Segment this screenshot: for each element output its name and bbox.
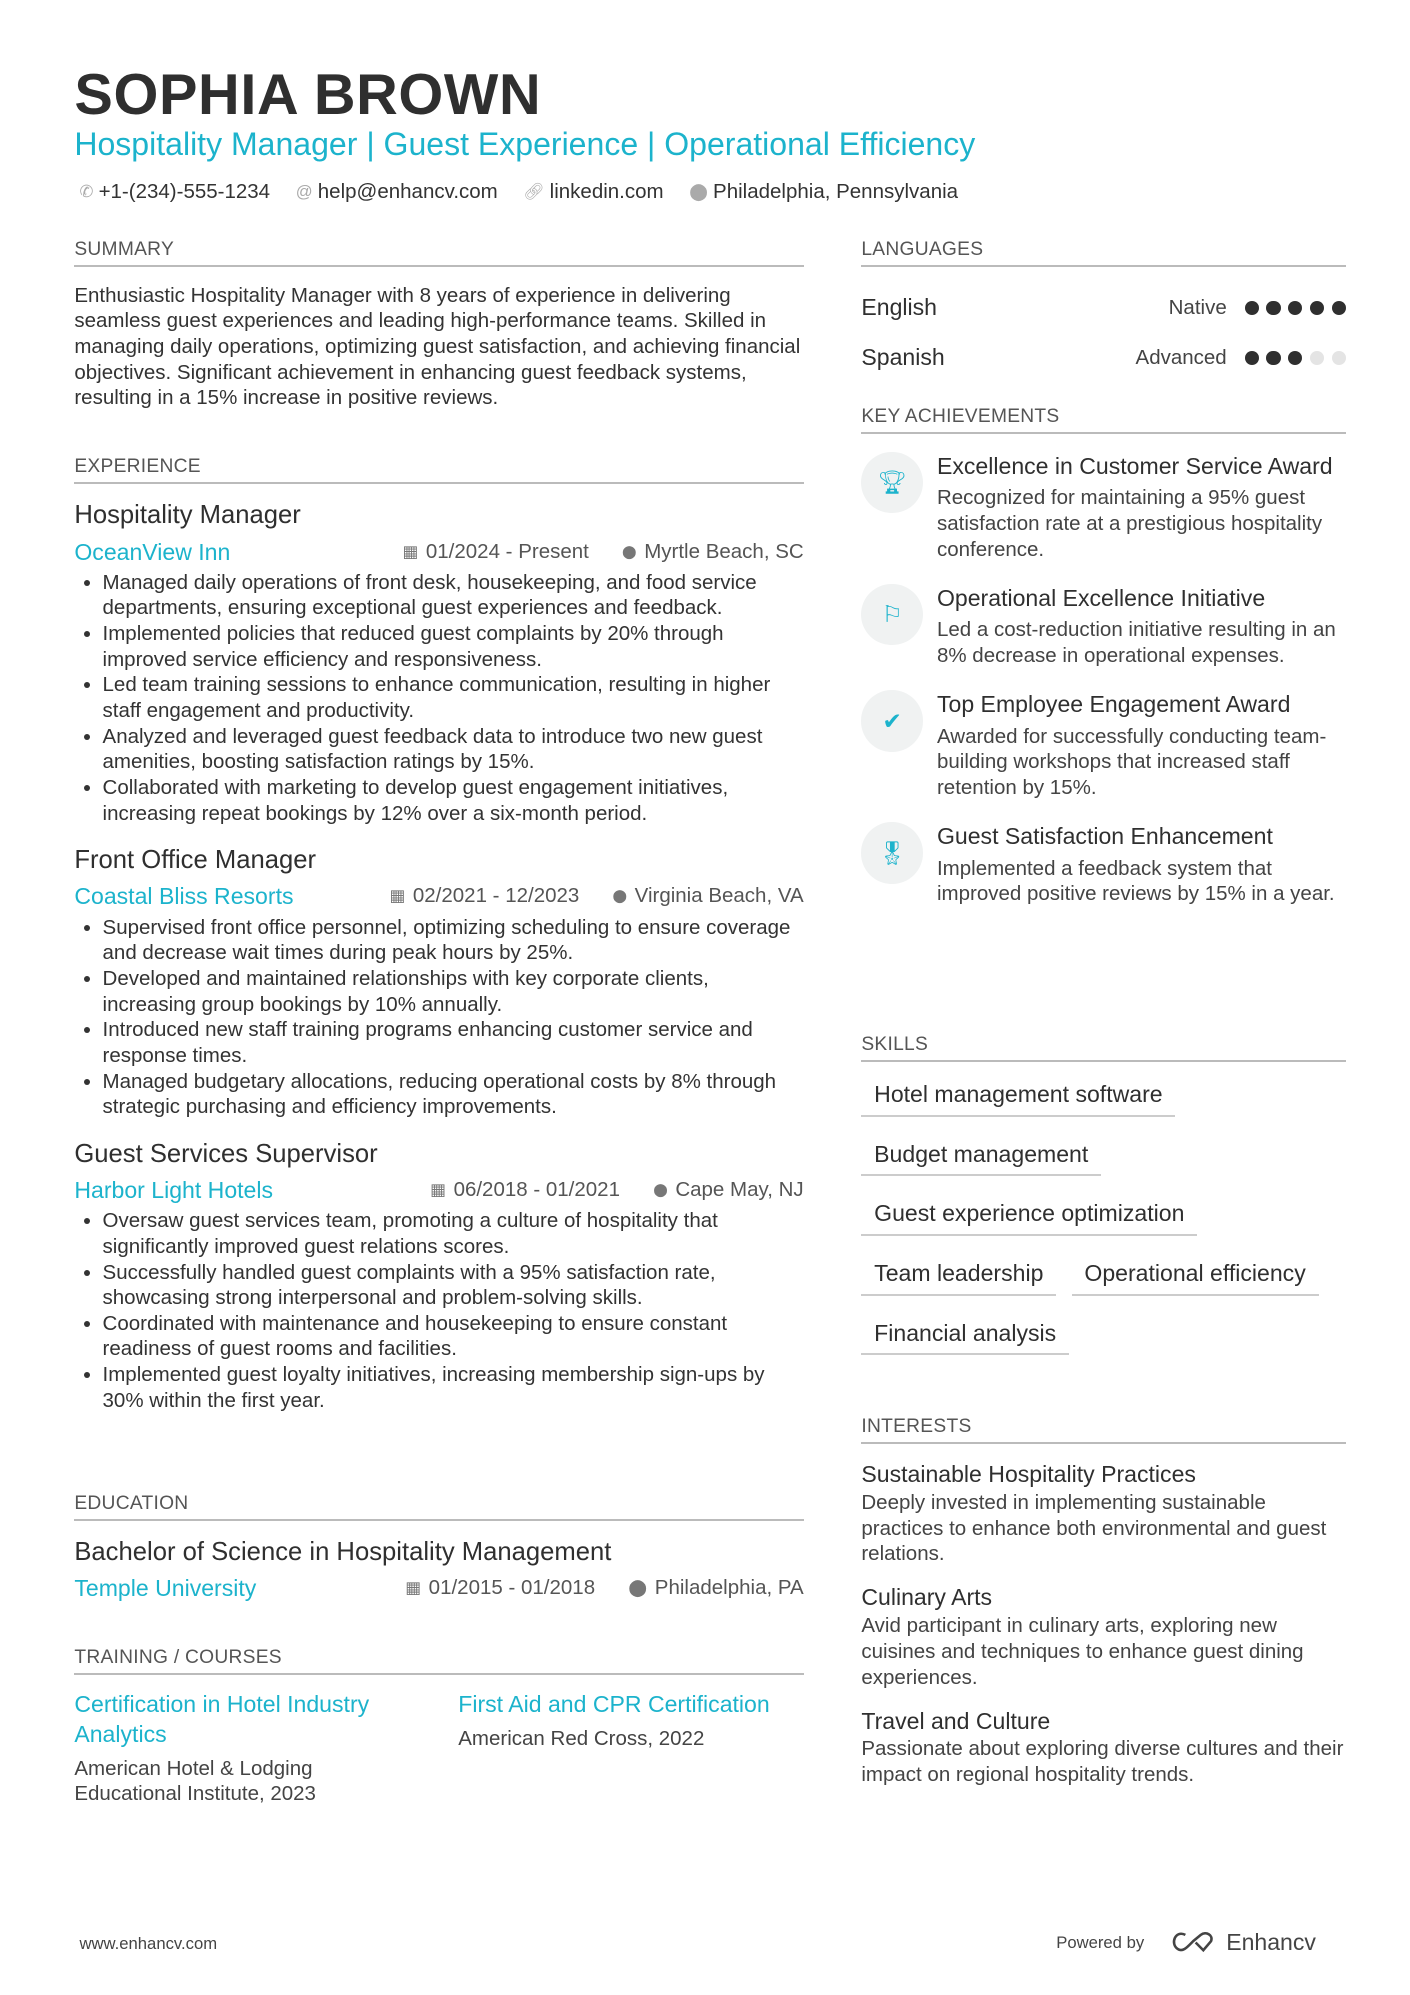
skill-tag: Team leadership	[861, 1251, 1056, 1295]
achievement-description: Recognized for maintaining a 95% guest satisfaction rate at a prestigious hospitality conference.	[936, 486, 1323, 561]
check-icon: ✔	[861, 690, 923, 752]
rating-dot	[1266, 301, 1280, 315]
calendar-icon: ▦	[389, 886, 406, 906]
degree: Bachelor of Science in Hospitality Management	[74, 1538, 612, 1567]
skill-tag: Financial analysis	[861, 1311, 1069, 1355]
job-location	[613, 881, 804, 912]
interest-title: Culinary Arts	[861, 1584, 993, 1611]
bullet-item: • Led team training sessions to enhance communication, resulting in higher staff engagement and productivity.	[103, 672, 804, 723]
contact-bar	[79, 178, 958, 206]
language-name: English	[861, 294, 937, 321]
interest-description: Deeply invested in implementing sustainable practices to enhance both environmental and guest relations.	[861, 1491, 1327, 1566]
location-text: Philadelphia, PA	[654, 1576, 804, 1600]
section-heading: INTERESTS	[861, 1415, 1346, 1444]
summary-section	[74, 238, 803, 411]
linkedin-text[interactable]: linkedin.com	[549, 180, 664, 204]
course-org: American Red Cross, 2022	[458, 1727, 705, 1751]
language-rating	[1245, 301, 1346, 315]
skill-tag: Hotel management software	[861, 1072, 1175, 1116]
achievement-description: Awarded for successfully conducting team-building workshops that increased staff retention by 15%.	[936, 724, 1327, 799]
achievement-item	[861, 584, 1346, 669]
footer-website[interactable]: www.enhancv.com	[79, 1934, 218, 1954]
calendar-icon: ▦	[430, 1179, 446, 1199]
job-meta	[74, 1175, 803, 1206]
email-text[interactable]: help@enhancv.com	[317, 180, 498, 204]
interest-item	[861, 1582, 1346, 1690]
language-level: Native	[1168, 295, 1227, 319]
location-pin-icon: ⬤	[653, 1181, 668, 1197]
course-org: American Hotel & Lodging Educational Institute, 2023	[74, 1756, 316, 1806]
at-icon: @	[295, 182, 313, 202]
location-text: Cape May, NJ	[675, 1177, 804, 1201]
bullet-item: • Introduced new staff training programs enhancing customer service and response times.	[103, 1017, 804, 1068]
rating-dot	[1245, 351, 1259, 365]
skill-tag: Operational efficiency	[1072, 1251, 1319, 1295]
school: Temple University	[74, 1575, 257, 1602]
skills-section	[861, 1033, 1346, 1371]
bullet-item: • Supervised front office personnel, optimizing scheduling to ensure coverage and decrease wait times during peak hours by 25%.	[103, 915, 804, 966]
location-pin-icon: ⬤	[622, 543, 637, 559]
course-title: First Aid and CPR Certification	[458, 1691, 770, 1718]
achievement-item	[861, 822, 1346, 907]
phone-icon: ✆	[79, 182, 94, 202]
section-heading: TRAINING / COURSES	[74, 1646, 803, 1675]
summary-text: Enthusiastic Hospitality Manager with 8 years of experience in delivering seamless guest experiences and leading high-performance teams. Skilled in managing daily operations, optimizing guest satisfaction, and achieving financial objectives. Significant achievement in enhancing guest feedback systems, resulting in a 15% increase in positive reviews.	[74, 283, 801, 410]
job-dates	[389, 881, 579, 912]
achievement-body	[937, 690, 1346, 800]
rating-dot	[1332, 301, 1346, 315]
achievement-title: Operational Excellence Initiative	[936, 584, 1266, 611]
medal-icon: 🎖︎	[861, 822, 923, 884]
achievement-item	[861, 690, 1346, 800]
section-heading: SUMMARY	[74, 238, 803, 267]
course-item	[458, 1690, 803, 1807]
bullet-item: • Successfully handled guest complaints with a 95% satisfaction rate, showcasing strong interpersonal and problem-solving skills.	[103, 1260, 804, 1311]
achievements-section	[861, 405, 1346, 929]
interest-description: Passionate about exploring diverse cultures and their impact on regional hospitality trends.	[861, 1737, 1344, 1786]
contact-linkedin[interactable]	[523, 178, 663, 206]
job-entry	[74, 1138, 803, 1414]
interest-item	[861, 1459, 1346, 1567]
link-icon: 🔗︎	[523, 182, 545, 202]
achievement-body	[937, 452, 1346, 562]
location-text: Philadelphia, Pennsylvania	[713, 180, 959, 204]
company-name: Harbor Light Hotels	[74, 1176, 274, 1203]
trophy-icon: 🏆︎	[861, 452, 923, 514]
bullet-item: • Implemented policies that reduced guest complaints by 20% through improved service efficiency and responsiveness.	[103, 621, 804, 672]
bullet-item: • Coordinated with maintenance and housekeeping to ensure constant readiness of guest rooms and facilities.	[103, 1311, 804, 1362]
job-meta	[74, 881, 803, 912]
job-meta	[74, 537, 803, 568]
achievement-description: Implemented a feedback system that improved positive reviews by 15% in a year.	[936, 856, 1335, 906]
training-section	[74, 1646, 803, 1807]
job-entry	[74, 844, 803, 1120]
interest-title: Sustainable Hospitality Practices	[861, 1461, 1196, 1488]
rating-dot	[1288, 351, 1302, 365]
location-pin-icon: ⬤	[612, 888, 627, 904]
location-text: Virginia Beach, VA	[634, 884, 804, 908]
interests-section	[861, 1415, 1346, 1803]
company-name: OceanView Inn	[74, 538, 231, 565]
powered-by-label: Powered by	[1056, 1932, 1145, 1952]
section-heading: EDUCATION	[74, 1492, 803, 1521]
language-item	[861, 283, 1346, 333]
section-heading: LANGUAGES	[861, 238, 1346, 267]
rating-dot	[1310, 301, 1324, 315]
calendar-icon: ▦	[405, 1578, 421, 1598]
bullet-item: • Managed daily operations of front desk, housekeeping, and food service departments, ensuring exceptional guest experiences and feedback.	[103, 570, 804, 621]
contact-location	[689, 178, 958, 206]
achievement-title: Excellence in Customer Service Award	[936, 452, 1333, 479]
interest-description: Avid participant in culinary arts, exploring new cuisines and techniques to enhance guest dining experiences.	[861, 1614, 1304, 1689]
contact-phone	[79, 178, 270, 206]
dates-text: 06/2018 - 01/2021	[453, 1177, 620, 1201]
job-title: Hospitality Manager	[74, 501, 301, 530]
bullet-item: • Collaborated with marketing to develop guest engagement initiatives, increasing repeat bookings by 12% over a six-month period.	[103, 775, 804, 826]
job-title: Guest Services Supervisor	[74, 1139, 378, 1168]
education-location	[628, 1573, 803, 1604]
dates-text: 02/2021 - 12/2023	[412, 884, 580, 908]
skill-tag: Guest experience optimization	[861, 1192, 1197, 1236]
dates-text: 01/2015 - 01/2018	[428, 1576, 596, 1600]
education-section	[74, 1492, 803, 1604]
bullet-item: • Oversaw guest services team, promoting a culture of hospitality that significantly improved guest relations scores.	[103, 1208, 804, 1259]
achievement-title: Top Employee Engagement Award	[936, 691, 1291, 718]
experience-section	[74, 455, 803, 1413]
flag-icon: ⚐	[861, 584, 923, 646]
achievement-body	[937, 584, 1346, 669]
course-item	[74, 1690, 407, 1807]
language-level: Advanced	[1135, 345, 1227, 369]
achievement-title: Guest Satisfaction Enhancement	[936, 823, 1273, 850]
section-heading: KEY ACHIEVEMENTS	[861, 405, 1346, 434]
job-entry	[74, 499, 803, 826]
languages-section	[861, 238, 1346, 382]
bullet-item: • Developed and maintained relationships with key corporate clients, increasing group bookings by 10% annually.	[103, 966, 804, 1017]
job-bullets	[74, 1208, 803, 1413]
education-meta	[74, 1573, 803, 1604]
job-location	[622, 537, 804, 568]
calendar-icon: ▦	[402, 541, 419, 561]
dates-text: 01/2024 - Present	[425, 539, 589, 563]
language-item	[861, 333, 1346, 383]
achievement-description: Led a cost-reduction initiative resulting in an 8% decrease in operational expenses.	[936, 618, 1336, 667]
bullet-item: • Managed budgetary allocations, reducing operational costs by 8% through strategic purchasing and efficiency improvements.	[103, 1069, 804, 1120]
job-title: Front Office Manager	[74, 846, 316, 875]
brand-text: Enhancv	[1226, 1929, 1316, 1956]
footer-branding	[1056, 1929, 1316, 1956]
location-pin-icon: ⬤	[689, 182, 708, 202]
job-dates	[402, 537, 588, 568]
headline: Hospitality Manager | Guest Experience | Operational Efficiency	[74, 126, 976, 163]
rating-dot	[1288, 301, 1302, 315]
achievement-body	[937, 822, 1346, 907]
job-location	[653, 1175, 803, 1206]
skill-tag: Budget management	[861, 1132, 1101, 1176]
rating-dot	[1332, 351, 1346, 365]
job-bullets	[74, 915, 803, 1120]
location-pin-icon: ⬤	[628, 1578, 648, 1598]
achievement-item	[861, 452, 1346, 562]
job-dates	[430, 1175, 620, 1206]
contact-email[interactable]	[296, 178, 498, 206]
rating-dot	[1245, 301, 1259, 315]
job-bullets	[74, 570, 803, 826]
interest-title: Travel and Culture	[861, 1707, 1051, 1734]
location-text: Myrtle Beach, SC	[644, 539, 804, 563]
education-dates	[405, 1573, 595, 1604]
phone-text: +1-(234)-555-1234	[98, 180, 271, 204]
section-heading: SKILLS	[861, 1033, 1346, 1062]
interest-item	[861, 1706, 1346, 1788]
bullet-item: • Analyzed and leveraged guest feedback data to introduce two new guest amenities, boosting satisfaction ratings by 15%.	[103, 724, 804, 775]
language-name: Spanish	[861, 344, 945, 371]
course-title: Certification in Hotel Industry Analytics	[74, 1691, 370, 1747]
enhancv-logo-icon	[1170, 1931, 1216, 1954]
company-name: Coastal Bliss Resorts	[74, 883, 294, 910]
enhancv-logo[interactable]	[1170, 1929, 1316, 1956]
section-heading: EXPERIENCE	[74, 455, 803, 484]
candidate-name: SOPHIA BROWN	[74, 62, 542, 127]
bullet-item: • Implemented guest loyalty initiatives, increasing membership sign-ups by 30% within the first year.	[103, 1362, 804, 1413]
language-rating	[1245, 351, 1346, 365]
rating-dot	[1310, 351, 1324, 365]
rating-dot	[1266, 351, 1280, 365]
